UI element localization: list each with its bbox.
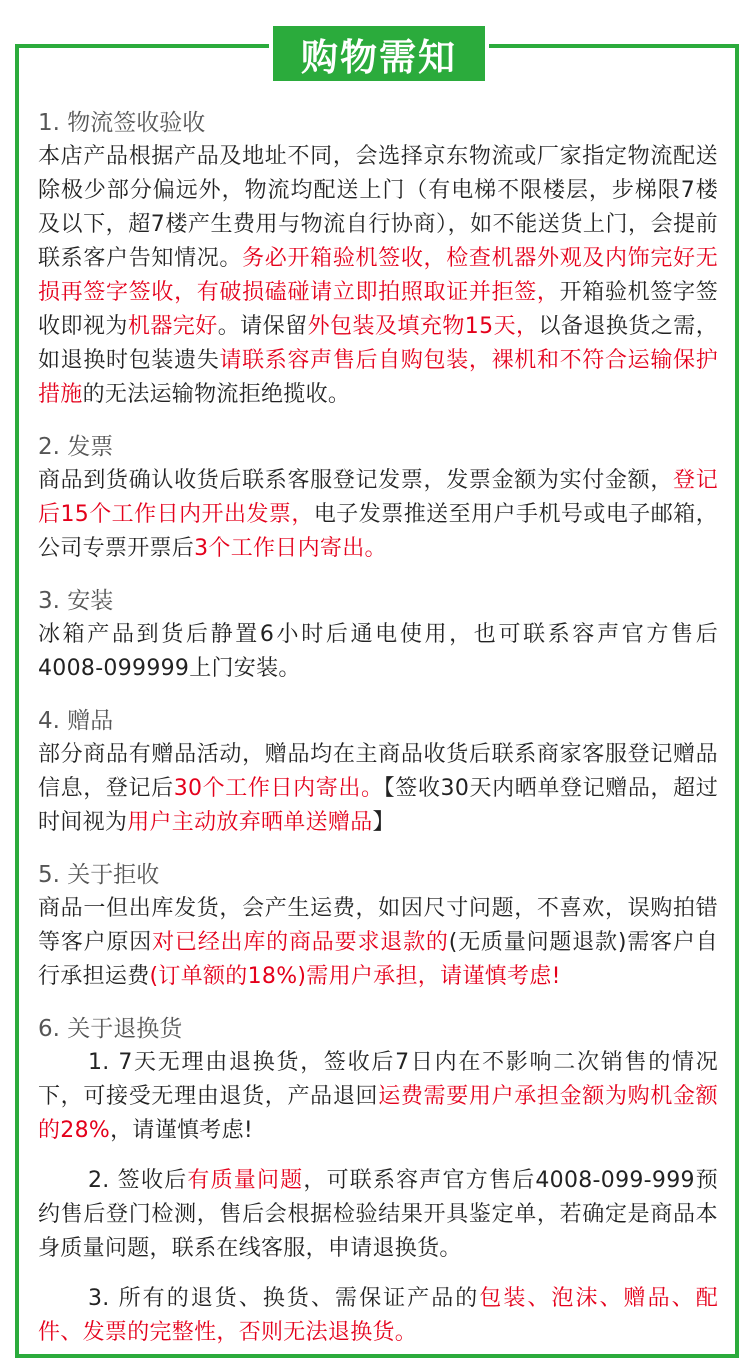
body-text: 部分商品有赠品活动，赠品均在主商品收货后联系商家客服登记赠品信息，登记后 [38,742,718,801]
section-heading: 6. 关于退换货 [38,1016,183,1042]
highlight-text: 3个工作日内寄出。 [194,536,387,561]
body-text: 2. 签收后 [88,1168,188,1193]
body-text: 【签收30天内晒单登记赠品，超过时间视为 [38,776,719,835]
section-paragraph [38,892,718,994]
body-text: 商品到货确认收货后联系客服登记发票，发票金额为实付金额， [38,468,674,493]
highlight-text: (订单额的18%)需用户承担，请谨慎考虑! [149,964,561,989]
section-heading: 5. 关于拒收 [38,862,160,888]
body-text: 电子发票推送至用户手机号或电子邮箱，公司专票开票后 [38,502,718,561]
body-text: 。请保留 [217,314,308,339]
highlight-text: 用户主动放弃晒单送赠品 [127,810,373,835]
section-paragraph [38,464,718,566]
highlight-text: 运费需要用户承担金额为购机金额的28% [38,1084,718,1143]
body-text: 开箱验机签字签收即视为 [38,280,718,339]
highlight-text: 30个工作日内寄出。 [173,776,384,801]
highlight-text: 务必开箱验机签收，检查机器外观及内饰完好无损再签字签收，有破损磕碰请立即拍照取证并拒签， [38,246,719,305]
highlight-text: 对已经出库的商品要求退款的 [152,930,449,955]
section-2 [38,430,718,566]
section-heading: 2. 发票 [38,434,114,460]
section-paragraph [38,140,718,412]
section-5 [38,858,718,994]
highlight-text: 有质量问题 [187,1168,304,1193]
section-4 [38,704,718,840]
body-text: 本店产品根据产品及地址不同，会选择京东物流或厂家指定物流配送除极少部分偏远外，物流均配送上门（有电梯不限楼层，步梯限7楼及以下，超7楼产生费用与物流自行协商），如不能送货上门，会提前联系客户告知情况。 [38,144,718,271]
section-paragraph [38,618,718,686]
page-title: 购物需知 [301,35,457,79]
section-3 [38,584,718,686]
highlight-text: 请联系容声售后自购包装，裸机和不符合运输保护措施 [38,348,718,407]
body-text: (无质量问题退款)需客户自行承担运费 [38,930,718,989]
title-banner [269,22,489,85]
highlight-text: 包装、泡沫、赠品、配件、发票的完整性，否则无法退换货。 [38,1286,718,1345]
body-text: ，请谨慎考虑! [110,1118,254,1143]
body-text: ，可联系容声官方售后4008-099-999预约售后登门检测，售后会根据检验结果开具鉴定单，若确定是商品本身质量问题，联系在线客服，申请退换货。 [38,1168,718,1261]
paragraph-gap [38,1148,718,1164]
section-1 [38,106,718,412]
paragraph-gap [38,1266,718,1282]
body-text: 冰箱产品到货后静置6小时后通电使用，也可联系容声官方售后4008-099999上门安装。 [38,622,718,681]
notice-content [38,106,718,1368]
body-text: 的无法运输物流拒绝揽收。 [82,382,351,407]
body-text: 3. 所有的退货、换货、需保证产品的 [88,1286,480,1311]
section-paragraph [38,738,718,840]
section-paragraph [38,1282,718,1350]
section-paragraph [38,1046,718,1148]
highlight-text: 登记后15个工作日内开出发票， [38,468,718,527]
body-text: 商品一但出库发货，会产生运费，如因尺寸问题，不喜欢，误购拍错等客户原因 [38,896,718,955]
section-paragraph [38,1164,718,1266]
body-text: 】 [372,810,395,835]
body-text: 以备退换货之需，如退换时包装遗失 [38,314,719,373]
section-heading: 1. 物流签收验收 [38,110,206,136]
body-text: 1. 7天无理由退换货，签收后7日内在不影响二次销售的情况下，可接受无理由退货，产品退回 [38,1050,718,1109]
section-heading: 4. 赠品 [38,708,114,734]
section-6 [38,1012,718,1350]
section-heading: 3. 安装 [38,588,114,614]
highlight-text: 外包装及填充物15天， [307,314,539,339]
highlight-text: 机器完好 [127,314,218,339]
